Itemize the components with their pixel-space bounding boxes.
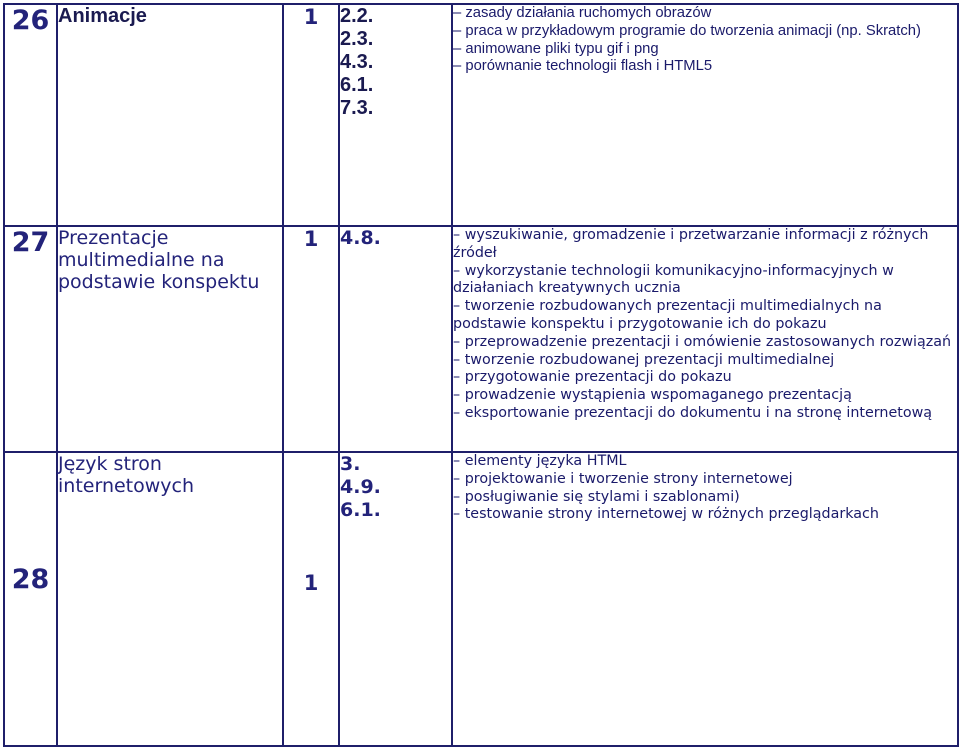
lesson-content: – elementy języka HTML – projektowanie i tworzenie strony internetowej – posługiwanie się stylami i szablonami) – testowanie strony internetowej w różnych przeglądarkach [452,452,958,746]
lesson-hours: 1 [283,226,339,452]
lesson-content: – wyszukiwanie, gromadzenie i przetwarzanie informacji z różnych źródeł – wykorzystanie technologii komunikacyjno-informacyjnych w działaniach kreatywnych ucznia – tworzenie rozbudowanych prezentacji multimedialnych na podstawie konspektu i przygotowanie ich do pokazu – przeprowadzenie prezentacji i omówienie zastosowanych rozwiązań – tworzenie rozbudowanej prezentacji multimedialnej – przygotowanie prezentacji do pokazu – prowadzenie wystąpienia wspomaganego prezentacją – eksportowanie prezentacji do dokumentu i na stronę internetową [452,226,958,452]
curriculum-refs: 2.2. 2.3. 4.3. 6.1. 7.3. [339,4,452,226]
lesson-content: – zasady działania ruchomych obrazów – praca w przykładowym programie do tworzenia animacji (np. Skratch) – animowane pliki typu gif i png – porównanie technologii flash i HTML5 [452,4,958,226]
table-row-27 [4,226,958,452]
lesson-hours: 1 [283,4,339,226]
lesson-topic: Animacje [57,4,283,226]
lesson-number: 26 [4,4,57,226]
curriculum-refs: 4.8. [339,226,452,452]
lesson-hours: 1 [283,452,339,746]
lesson-number: 27 [4,226,57,452]
lesson-number: 28 [4,452,57,746]
curriculum-refs: 3. 4.9. 6.1. [339,452,452,746]
lesson-topic: Prezentacje multimedialne na podstawie konspektu [57,226,283,452]
table-row-26 [4,4,958,226]
curriculum-table [3,3,959,747]
lesson-topic: Język stron internetowych [57,452,283,746]
table-row-28 [4,452,958,746]
